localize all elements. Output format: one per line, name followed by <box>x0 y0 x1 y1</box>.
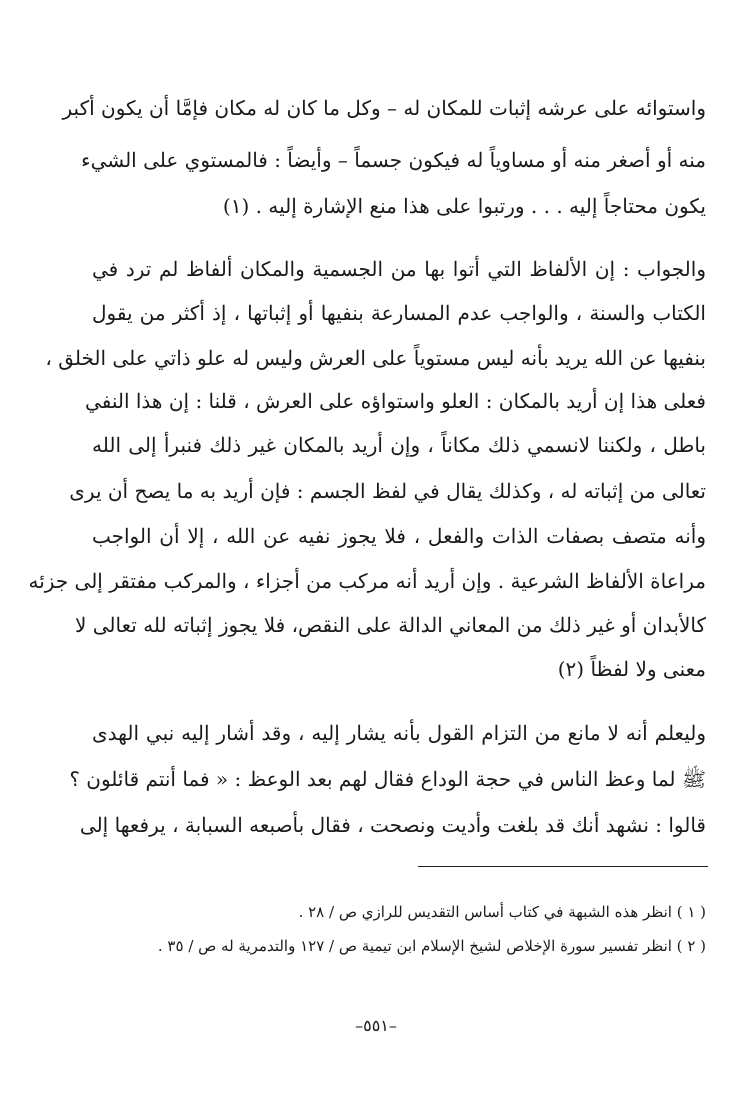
text-line: والجواب : إن الألفاظ التي أتوا بها من الجسمية والمكان ألفاظ لم ترد في <box>92 257 706 281</box>
text-line: باطل ، ولكننا لانسمي ذلك مكاناً ، وإن أريد بالمكان غير ذلك فنبرأ إلى الله <box>92 433 706 457</box>
text-line: واستوائه على عرشه إثبات للمكان له – وكل ما كان له مكان فإمَّا أن يكون أكبر <box>62 96 706 120</box>
text-line: وأنه متصف بصفات الذات والفعل ، فلا يجوز نفيه عن الله ، إلا أن الواجب <box>92 524 706 548</box>
text-line: يكون محتاجاً إليه . . . ورتبوا على هذا منع الإشارة إليه . (١) <box>222 194 706 218</box>
text-line: فعلى هذا إن أريد بالمكان : العلو واستواؤه على العرش ، قلنا : إن هذا النفي <box>85 389 706 413</box>
text-line: مراعاة الألفاظ الشرعية . وإن أريد أنه مركب من أجزاء ، والمركب مفتقر إلى جزئه <box>28 569 706 593</box>
text-line: كالأبدان أو غير ذلك من المعاني الدالة على النقص، فلا يجوز إثباته لله تعالى لا <box>75 613 706 637</box>
footnote: ( ٢ ) انظر تفسير سورة الإخلاص لشيخ الإسلام ابن تيمية ص / ١٢٧ والتدمرية له ص / ٣٥ . <box>157 937 706 955</box>
footnote-separator <box>418 866 708 867</box>
text-line: وليعلم أنه لا مانع من التزام القول بأنه يشار إليه ، وقد أشار إليه نبي الهدى <box>92 721 706 745</box>
text-line: الكتاب والسنة ، والواجب عدم المسارعة بنفيها أو إثباتها ، إذ أكثر من يقول <box>92 301 706 325</box>
text-line: بنفيها عن الله يريد بأنه ليس مستوياً على العرش وليس له علو ذاتي على الخلق ، <box>45 346 706 370</box>
text-line: منه أو أصغر منه أو مساوياً له فيكون جسماً – وأيضاً : فالمستوي على الشيء <box>81 148 706 172</box>
text-line: ﷺ لما وعظ الناس في حجة الوداع فقال لهم بعد الوعظ : « فما أنتم قائلون ؟ <box>69 767 706 791</box>
page-number: –٥٥١– <box>355 1016 397 1035</box>
text-line: تعالى من إثباته له ، وكذلك يقال في لفظ الجسم : فإن أريد به ما يصح أن يرى <box>69 479 706 503</box>
text-line: معنى ولا لفظاً (٢) <box>557 657 706 681</box>
footnote: ( ١ ) انظر هذه الشبهة في كتاب أساس التقديس للرازي ص / ٢٨ . <box>298 903 706 921</box>
text-line: قالوا : نشهد أنك قد بلغت وأديت ونصحت ، فقال بأصبعه السبابة ، يرفعها إلى <box>79 813 706 837</box>
